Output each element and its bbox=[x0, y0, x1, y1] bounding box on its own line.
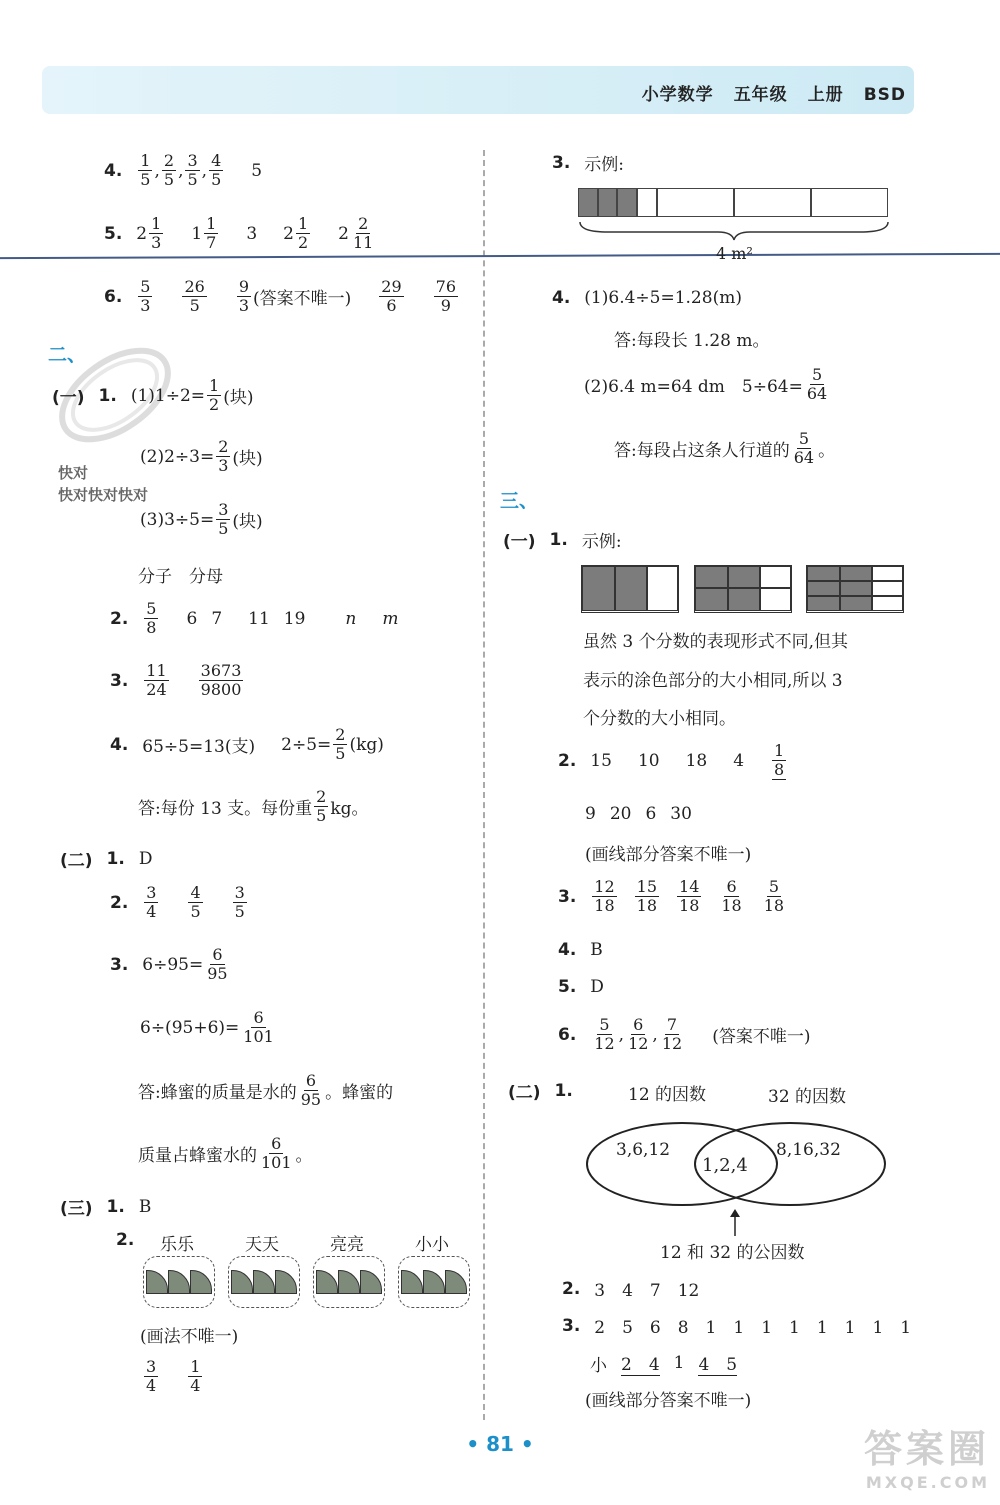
section-three-heading: 三、 bbox=[500, 490, 539, 512]
area-brace bbox=[578, 220, 890, 242]
name-tiantian: 天天 bbox=[245, 1235, 279, 1255]
left-p7b: 6÷(95+6)= $\frac{6}{101}$ bbox=[140, 1008, 274, 1046]
right-s2-row2: 9 20 6 30 bbox=[585, 804, 692, 824]
left-p7-answer2: 质量占蜂蜜水的 $\frac{6}{101}$ 。 bbox=[138, 1134, 313, 1172]
right-s6: 6. $\frac{5}{12}$ , $\frac{6}{12}$ , $\frac{7}{12}$ (答案不唯一) bbox=[558, 1015, 811, 1053]
fraction: $\frac{5}{64}$ bbox=[793, 429, 815, 467]
fraction: $\frac{3}{5}$ bbox=[218, 500, 229, 538]
fraction-grid-1 bbox=[581, 565, 679, 613]
cake-piece bbox=[316, 1270, 338, 1294]
scan-line bbox=[0, 253, 1000, 259]
cake-piece bbox=[338, 1270, 360, 1294]
venn-arrow bbox=[728, 1208, 742, 1238]
fraction: $\frac{6}{101}$ bbox=[243, 1008, 274, 1046]
fraction: $\frac{1}{4}$ bbox=[190, 1357, 201, 1395]
venn-common-set: 1,2,4 bbox=[702, 1155, 748, 1176]
fraction: $\frac{5}{3}$ bbox=[140, 277, 151, 315]
right-r4-answer2: 答:每段占这条人行道的 $\frac{5}{64}$ 。 bbox=[614, 429, 836, 467]
right-s3: 3. $\frac{12}{18}$ $\frac{15}{18}$ $\frac{14}{18}$ $\frac{6}{18}$ $\frac{5}{18}$ bbox=[558, 877, 785, 915]
fraction: $\frac{11}{24}$ bbox=[146, 661, 167, 699]
quick-logo-text: 快对 快对快对快对 bbox=[58, 464, 149, 504]
left-p5: (二) 1. D bbox=[60, 848, 153, 871]
fraction: $\frac{26}{5}$ bbox=[184, 277, 205, 315]
header-volume: 上册 bbox=[807, 85, 844, 105]
venn-right-set: 8,16,32 bbox=[776, 1140, 841, 1160]
bar-shaded bbox=[578, 188, 598, 217]
fraction: $\frac{2}{11}$ bbox=[353, 214, 374, 252]
right-s2: 2. 15 10 18 4 $\frac{1}{8}$ bbox=[558, 741, 785, 779]
cake-piece bbox=[190, 1270, 212, 1294]
right-t3: 3. 2 5 6 8 1 1 1 1 1 1 1 1 bbox=[562, 1315, 912, 1338]
fraction: $\frac{2}{5}$ bbox=[316, 787, 327, 825]
right-s1-text2: 表示的涂色部分的大小相同,所以 3 bbox=[583, 671, 843, 691]
fraction: $\frac{1}{2}$ bbox=[297, 214, 309, 252]
watermark: 答案圈 MXQE.COM bbox=[863, 1427, 990, 1492]
cake-piece bbox=[423, 1270, 445, 1294]
right-t1: (二) 1. bbox=[508, 1080, 573, 1103]
fraction-grid-2 bbox=[694, 565, 792, 613]
fraction: $\frac{6}{95}$ bbox=[207, 945, 228, 983]
left-p1c: (3)3÷5= $\frac{3}{5}$ (块) bbox=[140, 500, 263, 538]
fraction: $\frac{4}{5}$ bbox=[190, 883, 201, 921]
fraction: $\frac{4}{5}$ bbox=[211, 151, 222, 189]
area-bar bbox=[578, 188, 888, 218]
left-p7a: 3. 6÷95= $\frac{6}{95}$ bbox=[110, 945, 228, 983]
right-s1-text3: 个分数的大小相同。 bbox=[583, 709, 736, 729]
right-r3: 3. 示例: bbox=[552, 152, 625, 175]
left-p6: 2. $\frac{3}{4}$ $\frac{4}{5}$ $\frac{3}{5}$ bbox=[110, 883, 245, 921]
header-subject: 小学数学 bbox=[641, 85, 714, 105]
left-q4: 4. $\frac{1}{5}$ , $\frac{2}{5}$ , $\frac{3}{5}$ , $\frac{4}{5}$ 5 bbox=[104, 151, 263, 189]
header-title bbox=[622, 80, 906, 105]
right-s1-text1: 虽然 3 个分数的表现形式不同,但其 bbox=[583, 632, 849, 652]
right-t3-row2: 小 2 4 1 4 5 bbox=[590, 1350, 737, 1376]
venn-left-set: 3,6,12 bbox=[616, 1140, 671, 1160]
left-p2: 2. $\frac{5}{8}$ 6 7 11 19 n m bbox=[110, 599, 399, 637]
right-s1: (一) 1. 示例: bbox=[503, 529, 622, 552]
fraction: $\frac{12}{18}$ bbox=[594, 877, 615, 915]
fraction: $\frac{1}{5}$ bbox=[140, 151, 151, 189]
fraction: $\frac{1}{2}$ bbox=[209, 376, 220, 414]
left-p8: (三) 1. B bbox=[60, 1196, 152, 1219]
cake-group-lele bbox=[143, 1256, 215, 1308]
left-p1b: (2)2÷3= $\frac{2}{3}$ (块) bbox=[140, 437, 263, 475]
fraction-grid-3 bbox=[806, 565, 904, 613]
cake-group-xiaoxiao bbox=[398, 1256, 470, 1308]
venn-left-label: 12 的因数 bbox=[628, 1085, 707, 1105]
column-divider bbox=[483, 150, 485, 1420]
cake-piece bbox=[146, 1270, 168, 1294]
cake-piece bbox=[168, 1270, 190, 1294]
fraction: $\frac{7}{12}$ bbox=[661, 1015, 683, 1053]
fraction: $\frac{2}{3}$ bbox=[218, 437, 229, 475]
cake-piece bbox=[360, 1270, 382, 1294]
venn-caption: 12 和 32 的公因数 bbox=[660, 1243, 805, 1263]
cake-piece bbox=[231, 1270, 253, 1294]
fraction: $\frac{29}{6}$ bbox=[381, 277, 402, 315]
left-p3: 3. $\frac{11}{24}$ $\frac{3673}{9800}$ bbox=[110, 661, 242, 699]
fraction: $\frac{1}{8}$ bbox=[774, 741, 785, 779]
fraction: $\frac{14}{18}$ bbox=[679, 877, 700, 915]
left-p9-note: (画法不唯一) bbox=[140, 1327, 239, 1347]
fraction: $\frac{5}{18}$ bbox=[763, 877, 785, 915]
header-edition: BSD bbox=[863, 85, 906, 105]
cake-group-tiantian bbox=[228, 1256, 300, 1308]
left-p9-num: 2. bbox=[116, 1230, 135, 1250]
fraction: $\frac{1}{3}$ bbox=[151, 214, 162, 252]
cake-piece bbox=[401, 1270, 423, 1294]
bar-blank bbox=[734, 188, 811, 217]
fraction: $\frac{3}{5}$ bbox=[234, 883, 245, 921]
fraction: $\frac{76}{9}$ bbox=[435, 277, 457, 315]
cake-piece bbox=[445, 1270, 467, 1294]
left-p7-answer1: 答:蜂蜜的质量是水的 $\frac{6}{95}$ 。蜂蜜的 bbox=[138, 1071, 394, 1109]
fraction: $\frac{9}{3}$ bbox=[238, 277, 250, 315]
left-q6: 6. $\frac{5}{3}$ $\frac{26}{5}$ $\frac{9}{3}$ (答案不唯一) $\frac{29}{6}$ $\frac{76}{9}$ bbox=[104, 277, 457, 315]
fraction: $\frac{6}{101}$ bbox=[261, 1134, 292, 1172]
cake-group-liangliang bbox=[313, 1256, 385, 1308]
fraction: $\frac{5}{64}$ bbox=[806, 365, 828, 403]
fraction: $\frac{5}{8}$ bbox=[146, 599, 157, 637]
name-liangliang: 亮亮 bbox=[330, 1235, 364, 1255]
area-label: 4 m² bbox=[716, 244, 753, 263]
left-p9-answer bbox=[142, 1358, 204, 1395]
right-s5: 5. D bbox=[558, 977, 604, 997]
fraction: $\frac{3}{5}$ bbox=[187, 151, 198, 189]
fraction: $\frac{2}{5}$ bbox=[163, 151, 175, 189]
right-r4a: 4. (1)6.4÷5=1.28(m) bbox=[552, 288, 742, 308]
right-r4-answer1: 答:每段长 1.28 m。 bbox=[614, 331, 770, 351]
cake-piece bbox=[253, 1270, 275, 1294]
fraction: $\frac{6}{18}$ bbox=[721, 877, 742, 915]
right-r4b: (2)6.4 m=64 dm 5÷64= $\frac{5}{64}$ bbox=[584, 365, 828, 403]
page-number: • 81 • bbox=[466, 1432, 534, 1456]
name-xiaoxiao: 小小 bbox=[415, 1235, 449, 1255]
left-q5: 5. 2 $\frac{1}{3}$ 1 $\frac{1}{7}$ 3 2 $\frac{1}{2}$ 2 $\frac{2}{11}$ bbox=[104, 214, 374, 252]
fraction: $\frac{6}{12}$ bbox=[628, 1015, 649, 1053]
venn-right-label: 32 的因数 bbox=[768, 1087, 847, 1107]
right-s2-note: (画线部分答案不唯一) bbox=[585, 845, 752, 865]
left-p1a: (一) 1. (1)1÷2= $\frac{1}{2}$ (块) bbox=[52, 376, 254, 414]
header-grade: 五年级 bbox=[733, 85, 788, 105]
name-lele: 乐乐 bbox=[160, 1235, 194, 1255]
cake-piece bbox=[275, 1270, 297, 1294]
left-p1-terms: 分子 分母 bbox=[138, 567, 223, 587]
fraction: $\frac{3}{4}$ bbox=[146, 883, 157, 921]
bar-blank bbox=[657, 188, 734, 217]
right-s4: 4. B bbox=[558, 940, 603, 960]
fraction: $\frac{15}{18}$ bbox=[636, 877, 658, 915]
right-t3-note: (画线部分答案不唯一) bbox=[585, 1391, 752, 1411]
fraction: $\frac{3673}{9800}$ bbox=[200, 661, 242, 699]
left-p4: 4. 65÷5=13(支) 2÷5= $\frac{2}{5}$ (kg) bbox=[110, 725, 384, 763]
bar-blank bbox=[811, 188, 888, 217]
fraction: $\frac{5}{12}$ bbox=[594, 1015, 615, 1053]
bar-blank bbox=[637, 188, 657, 217]
bar-shaded bbox=[617, 188, 637, 217]
right-t2: 2. 3 4 7 12 bbox=[562, 1278, 700, 1301]
fraction: $\frac{1}{7}$ bbox=[206, 214, 217, 252]
section-two-heading: 二、 bbox=[48, 344, 87, 366]
bar-shaded bbox=[598, 188, 617, 217]
fraction: $\frac{6}{95}$ bbox=[300, 1071, 322, 1109]
fraction: $\frac{2}{5}$ bbox=[335, 725, 346, 763]
fraction: $\frac{3}{4}$ bbox=[146, 1357, 157, 1395]
left-p4-answer: 答:每份 13 支。每份重 $\frac{2}{5}$ kg。 bbox=[138, 787, 369, 825]
